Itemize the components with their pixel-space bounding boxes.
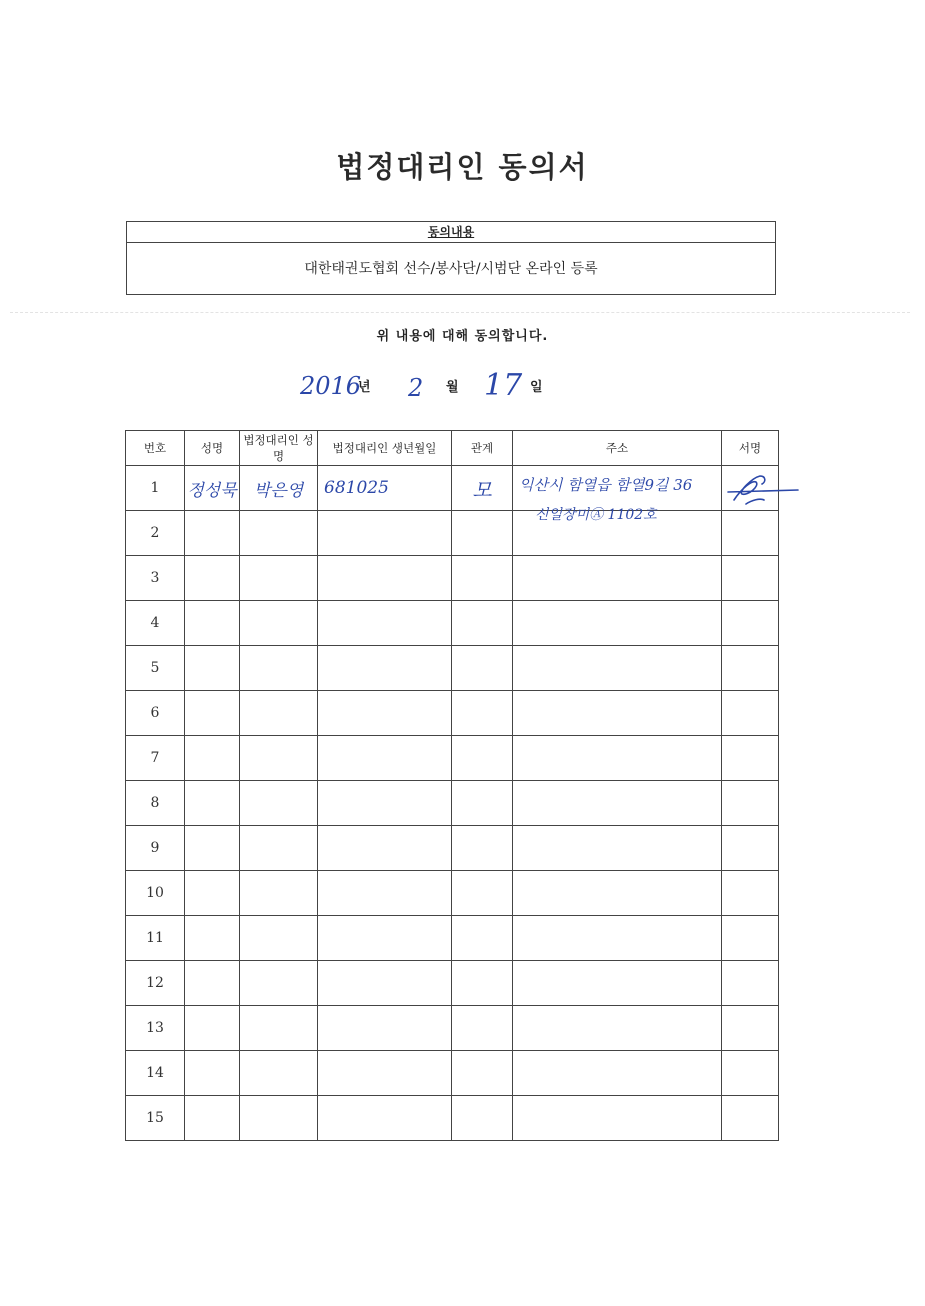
row-address (513, 466, 722, 523)
row-address (513, 511, 722, 556)
row-num: 7 (126, 736, 185, 781)
row-guardian-birth (318, 781, 452, 826)
row-guardian-name (240, 781, 318, 826)
header-signature: 서명 (722, 431, 779, 466)
row-name (185, 556, 240, 601)
header-guardian-name: 법정대리인 성명 (240, 431, 318, 466)
table-row (126, 781, 779, 826)
row-address (513, 916, 722, 961)
row-num: 4 (126, 601, 185, 646)
date-line (0, 370, 925, 404)
table-row (126, 961, 779, 1006)
row-guardian-birth (318, 1006, 452, 1051)
row-guardian-birth (318, 466, 452, 511)
row-signature (722, 601, 779, 646)
row-guardian-birth (318, 511, 452, 556)
row-name (185, 511, 240, 556)
row-guardian-name (240, 601, 318, 646)
row-address (513, 601, 722, 646)
table-row (126, 1051, 779, 1096)
table-row (126, 646, 779, 691)
row-name (185, 1051, 240, 1096)
row-num: 3 (126, 556, 185, 601)
row-guardian-name (240, 961, 318, 1006)
row-relation (452, 646, 513, 691)
row-name (185, 736, 240, 781)
row-num: 12 (126, 961, 185, 1006)
guardian-table (125, 430, 779, 1141)
row-relation (452, 961, 513, 1006)
row-guardian-name (240, 1051, 318, 1096)
table-row (126, 1096, 779, 1141)
row-address (513, 961, 722, 1006)
row-address (513, 646, 722, 691)
row-guardian-birth (318, 871, 452, 916)
row-signature (722, 916, 779, 961)
header-relation: 관계 (452, 431, 513, 466)
row-num: 15 (126, 1096, 185, 1141)
table-row (126, 511, 779, 556)
row-signature (722, 781, 779, 826)
header-guardian-birth: 법정대리인 생년월일 (318, 431, 452, 466)
row-name (185, 871, 240, 916)
row-address (513, 871, 722, 916)
row-num: 9 (126, 826, 185, 871)
row-signature (722, 511, 779, 556)
row-num: 1 (126, 466, 185, 511)
row-guardian-name (240, 646, 318, 691)
table-row (126, 826, 779, 871)
row-signature (722, 691, 779, 736)
row-signature (722, 871, 779, 916)
document-title: 법정대리인 동의서 (336, 150, 589, 184)
row-relation (452, 1096, 513, 1141)
row-guardian-birth-text: 681025 (324, 478, 389, 498)
row-guardian-birth (318, 1096, 452, 1141)
row-name-text: 정성묵 (187, 480, 237, 501)
row-guardian-name (240, 1006, 318, 1051)
row-relation (452, 1051, 513, 1096)
row-name (185, 826, 240, 871)
header-num: 번호 (126, 431, 185, 466)
date-day-label: 일 (530, 380, 543, 395)
row-relation (452, 781, 513, 826)
row-name (185, 601, 240, 646)
row-address (513, 781, 722, 826)
header-address: 주소 (513, 431, 722, 466)
row-relation (452, 826, 513, 871)
row-guardian-name (240, 826, 318, 871)
table-row (126, 871, 779, 916)
row-address (513, 556, 722, 601)
row-signature (722, 736, 779, 781)
table-row (126, 1006, 779, 1051)
row-relation (452, 601, 513, 646)
row-guardian-birth (318, 556, 452, 601)
date-month-label: 월 (446, 380, 459, 395)
row-relation (452, 691, 513, 736)
table-row (126, 736, 779, 781)
row-name (185, 781, 240, 826)
row-name (185, 961, 240, 1006)
table-row (126, 916, 779, 961)
row-signature (722, 1006, 779, 1051)
row-address (513, 1051, 722, 1096)
row-name (185, 466, 240, 511)
row-signature (722, 826, 779, 871)
row-relation (452, 871, 513, 916)
row-num: 14 (126, 1051, 185, 1096)
row-address (513, 1006, 722, 1051)
row-guardian-name (240, 691, 318, 736)
row-address-line2: 신일장미Ⓐ 1102호 (535, 507, 657, 523)
row-guardian-name-text: 박은영 (253, 480, 304, 501)
row-guardian-birth (318, 691, 452, 736)
handwritten-signature (722, 470, 802, 510)
row-guardian-birth (318, 1051, 452, 1096)
agree-statement: 위 내용에 대해 동의합니다. (376, 329, 549, 344)
date-year-label: 년 (358, 380, 371, 395)
row-relation (452, 556, 513, 601)
row-relation (452, 916, 513, 961)
row-guardian-birth (318, 961, 452, 1006)
row-guardian-name (240, 736, 318, 781)
row-guardian-name (240, 511, 318, 556)
row-signature (722, 556, 779, 601)
row-num: 13 (126, 1006, 185, 1051)
row-guardian-birth (318, 646, 452, 691)
row-signature (722, 961, 779, 1006)
row-num: 10 (126, 871, 185, 916)
header-name: 성명 (185, 431, 240, 466)
row-guardian-name (240, 916, 318, 961)
row-signature (722, 1096, 779, 1141)
row-num: 2 (126, 511, 185, 556)
row-signature (722, 1051, 779, 1096)
date-month-value: 2 (408, 374, 424, 402)
row-signature (722, 646, 779, 691)
row-address (513, 736, 722, 781)
row-name (185, 646, 240, 691)
row-relation-text: 모 (472, 477, 492, 502)
row-relation (452, 466, 513, 511)
row-guardian-birth (318, 601, 452, 646)
row-num: 6 (126, 691, 185, 736)
table-row (126, 601, 779, 646)
row-relation (452, 736, 513, 781)
row-guardian-name (240, 1096, 318, 1141)
row-name (185, 691, 240, 736)
row-guardian-name (240, 466, 318, 511)
row-name (185, 1006, 240, 1051)
consent-header-label: 동의내용 (427, 225, 475, 239)
scan-artifact-line (10, 312, 910, 313)
row-guardian-birth (318, 916, 452, 961)
row-guardian-birth (318, 736, 452, 781)
row-num: 5 (126, 646, 185, 691)
row-address (513, 691, 722, 736)
row-signature (722, 466, 779, 511)
row-name (185, 916, 240, 961)
row-num: 8 (126, 781, 185, 826)
row-guardian-birth (318, 826, 452, 871)
consent-content-box (126, 221, 776, 295)
row-address (513, 826, 722, 871)
row-address (513, 1096, 722, 1141)
table-header-row (126, 431, 779, 466)
date-day-value: 17 (484, 368, 523, 403)
consent-header (127, 222, 775, 243)
table-row (126, 556, 779, 601)
table-row (126, 691, 779, 736)
row-relation (452, 511, 513, 556)
row-guardian-name (240, 556, 318, 601)
row-num: 11 (126, 916, 185, 961)
table-row (126, 466, 779, 511)
row-guardian-name (240, 871, 318, 916)
date-year-value: 2016 (300, 372, 362, 400)
consent-body: 대한태권도협회 선수/봉사단/시범단 온라인 등록 (304, 261, 598, 277)
row-relation (452, 1006, 513, 1051)
row-address-text: 익산시 함열읍 함열9길 36 (519, 476, 693, 494)
row-name (185, 1096, 240, 1141)
